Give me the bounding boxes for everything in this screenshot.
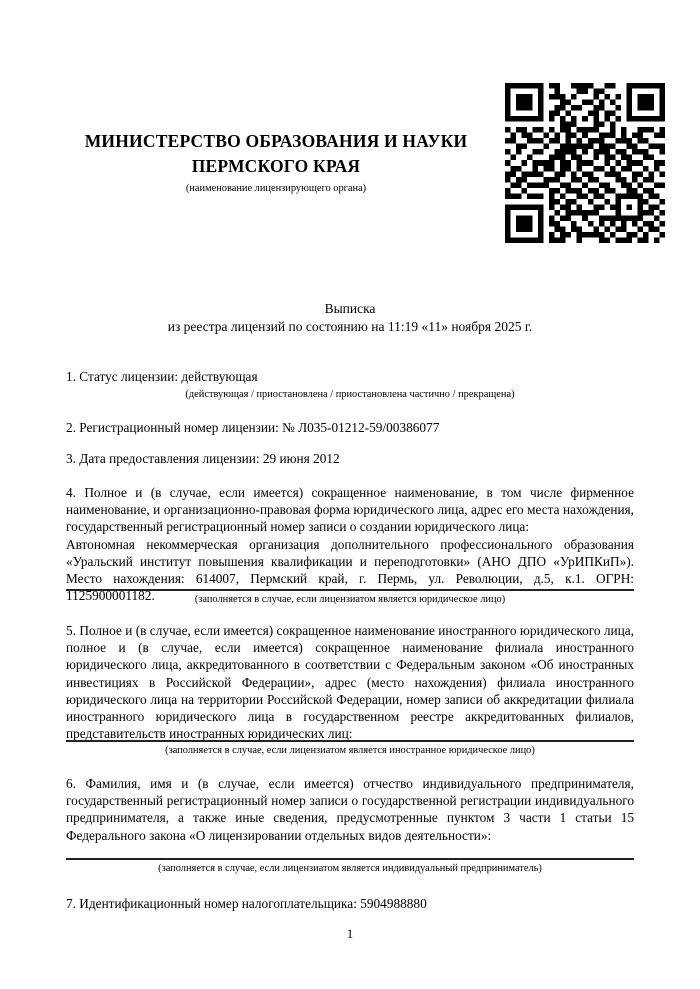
page-number: 1 <box>346 926 354 941</box>
qr-code-image <box>503 83 667 243</box>
item-legal-entity <box>66 484 634 604</box>
fill-rule <box>66 858 634 860</box>
item-taxpayer-id: 7. Идентификационный номер налогоплательщика: 5904988880 <box>66 896 427 911</box>
legal-entity-fill-line <box>66 589 634 606</box>
individual-caption: (заполняется в случае, если лицензиатом является индивидуальный предприниматель) <box>158 863 542 874</box>
qr-code <box>503 83 667 243</box>
item-foreign-entity: 5. Полное и (в случае, если имеется) сокращенное наименование иностранного юридического лица, полное и (в случае, если имеется) сокращенное наименование филиала иностранного юридического лица, аккредитованного в соответствии с Федеральным законом «Об иностранных инвестициях в Российской Федерации», адрес (место нахождения) филиала иностранного юридического лица на территории Российской Федерации, номер записи об аккредитации филиала иностранного юридического лица в государственном реестре аккредитованных филиалов, представительств иностранных юридических лиц: <box>66 623 634 742</box>
document-title <box>66 300 634 335</box>
ministry-name-line1: МИНИСТЕРСТВО ОБРАЗОВАНИЯ И НАУКИ <box>84 131 468 151</box>
item-registration-number: 2. Регистрационный номер лицензии: № Л035-01212-59/00386077 <box>66 420 440 435</box>
fill-rule <box>66 589 634 591</box>
item-individual-entrepreneur: 6. Фамилия, имя и (в случае, если имеется) отчество индивидуального предпринимателя, государственный регистрационный номер записи о государственной регистрации индивидуального предпринимателя, а также иные сведения, предусмотренные пунктом 3 части 1 статьи 15 Федерального закона «О лицензировании отдельных видов деятельности»: <box>66 776 634 843</box>
item-license-status: 1. Статус лицензии: действующая <box>66 369 258 384</box>
document-title-line1: Выписка <box>324 301 376 316</box>
item-license-status-caption: (действующая / приостановлена / приостановлена частично / прекращена) <box>185 389 515 400</box>
licensing-authority-caption: (наименование лицензирующего органа) <box>185 183 367 194</box>
foreign-entity-fill-line <box>66 740 634 757</box>
document-title-line2: из реестра лицензий по состоянию на 11:19 «11» ноября 2025 г. <box>167 318 533 334</box>
item-legal-entity-prompt: 4. Полное и (в случае, если имеется) сокращенное наименование, в том числе фирменное наименование, и организационно-правовая форма юридического лица, адрес его места нахождения, государственный регистрационный номер записи о создании юридического лица: <box>66 485 634 535</box>
ministry-name-line2: ПЕРМСКОГО КРАЯ <box>191 155 361 176</box>
item-legal-entity-value: Автономная некоммерческая организация дополнительного профессионального образования «Уральский институт повышения квалификации и переподготовки» (АНО ДПО «УрИПКиП»). Место нахождения: 614007, Пермский край, г. Пермь, ул. Революции, д.5, к.1. ОГРН: 1125900001182. <box>66 536 634 604</box>
ministry-header <box>58 129 494 195</box>
foreign-entity-caption: (заполняется в случае, если лицензиатом является иностранное юридическое лицо) <box>165 745 535 756</box>
fill-rule <box>66 740 634 742</box>
legal-entity-caption: (заполняется в случае, если лицензиатом является юридическое лицо) <box>194 594 506 605</box>
individual-fill-line <box>66 858 634 875</box>
item-grant-date: 3. Дата предоставления лицензии: 29 июня 2012 <box>66 451 340 466</box>
